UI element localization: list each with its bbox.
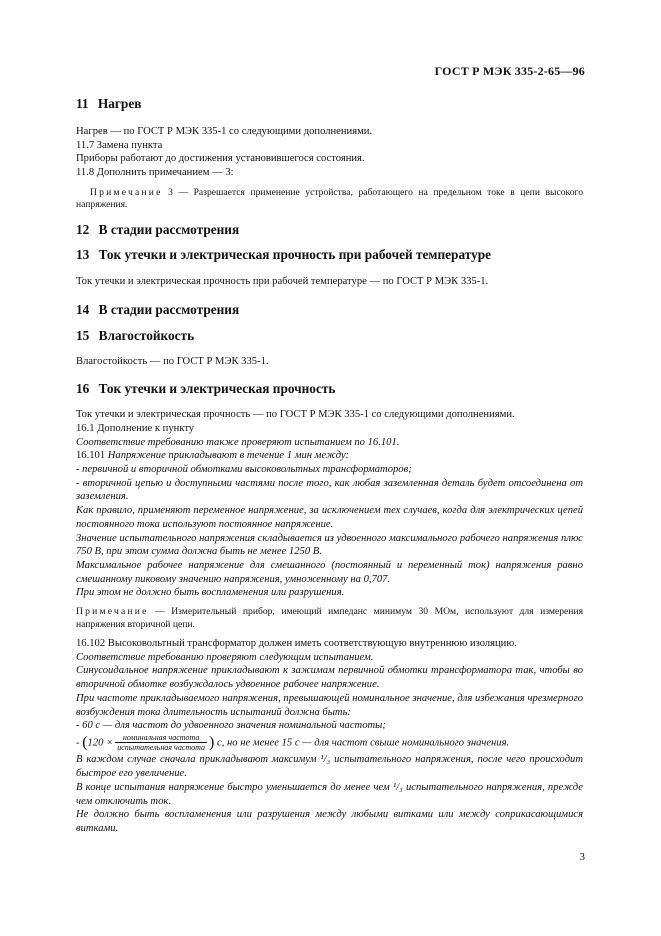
list-item: - 60 с — для частот до удвоенного значения номинальной частоты;: [76, 720, 386, 732]
note: [76, 187, 583, 212]
paragraph: 11.7 Замена пункта: [76, 139, 163, 151]
note-text: 3 — Разрешается применение устройства, работающего на предельном токе в цепи высокого напряжения.: [76, 186, 583, 211]
paragraph: Синусоидальное напряжение прикладывают к зажимам первичной обмотки трансформатора так, чтобы во вторичной обмотке возбуждалось удвоенное рабочее напряжение.: [76, 665, 583, 691]
paragraph: [76, 781, 583, 808]
paragraph: Нагрев — по ГОСТ Р МЭК 335-1 со следующими дополнениями.: [76, 126, 373, 137]
fraction-one-third: ¹/₃: [320, 754, 331, 766]
section-16-heading: [76, 381, 583, 397]
page-number: 3: [579, 851, 585, 863]
paragraph: 11.8 Дополнить примечанием — 3:: [76, 167, 234, 179]
page-content: [76, 96, 583, 836]
fraction-one-third: ¹/₃: [392, 781, 403, 793]
fraction-numerator: номинальная частота: [115, 733, 207, 743]
paragraph: Не должно быть воспламенения или разрушения между любыми витками или между соприкасающимися витками.: [76, 809, 583, 834]
list-item: - вторичной цепью и доступными частями после того, как любая заземленная деталь будет отсоединена от заземления.: [76, 477, 583, 503]
section-title: В стадии рассмотрения: [98, 221, 240, 237]
paragraph: Ток утечки и электрическая прочность при рабочей температуре — по ГОСТ Р МЭК 335-1.: [76, 275, 489, 287]
paragraph: Значение испытательного напряжения складывается из удвоенного максимального рабочего напряжения плюс 750 В, при этом сумма должна быть не менее 1250 В.: [76, 532, 583, 558]
section-title: Влагостойкость: [98, 327, 195, 343]
note: [76, 606, 583, 631]
section-11-heading: [76, 96, 583, 112]
paragraph: Как правило, применяют переменное напряжение, за исключением тех случаев, когда для электрических цепей постоянного тока используют постоянное напряжение.: [76, 505, 583, 530]
paragraph: При частоте прикладываемого напряжения, превышающей номинальное значение, для избежания чрезмерного возбуждения тока длительность испытаний должна быть:: [76, 692, 583, 718]
formula-text: с, но не менее 15 с — для частот свыше номинального значения.: [214, 737, 510, 749]
formula-close-paren: ): [209, 733, 215, 751]
paragraph: Ток утечки и электрическая прочность — по ГОСТ Р МЭК 335-1 со следующими дополнениями.: [76, 409, 515, 421]
paragraph-text: испытательного напряжения, прежде чем отключить ток.: [76, 781, 584, 807]
section-title: Ток утечки и электрическая прочность: [98, 381, 336, 397]
section-number: 15: [76, 327, 90, 343]
list-item: - первичной и вторичной обмотками высоковольтных трансформаторов;: [76, 464, 412, 476]
paragraph: Максимальное рабочее напряжение для смешанного (постоянный и переменный ток) напряжения равно смешанному пиковому значению напряжения, умноженному на 0,707.: [76, 559, 583, 585]
section-12-heading: [76, 222, 583, 238]
paragraph-text: В конце испытания напряжение быстро уменьшается до менее чем: [76, 781, 393, 793]
section-number: 13: [76, 246, 90, 262]
section-number: 16: [76, 381, 90, 397]
clause-text: Напряжение прикладывают в течение 1 мин между:: [107, 450, 350, 462]
note-label: Примечание: [90, 186, 163, 198]
fraction-denominator: испытательная частота: [117, 743, 206, 753]
paragraph: [76, 449, 583, 463]
paragraph: При этом не должно быть воспламенения или разрушения.: [76, 587, 345, 599]
section-title: Ток утечки и электрическая прочность при рабочей температуре: [98, 246, 492, 262]
paragraph-text: В каждом случае сначала прикладывают максимум: [76, 754, 321, 766]
section-title: В стадии рассмотрения: [98, 301, 240, 317]
paragraph: [76, 753, 583, 780]
standard-header: ГОСТ Р МЭК 335-2-65—96: [434, 64, 585, 78]
formula-line: [76, 733, 583, 753]
section-number: 11: [76, 96, 89, 111]
section-13-heading: [76, 247, 583, 263]
section-title: Нагрев: [97, 96, 142, 111]
paragraph: 16.1 Дополнение к пункту: [76, 422, 195, 434]
section-number: 12: [76, 221, 90, 237]
paragraph: Приборы работают до достижения установившегося состояния.: [76, 153, 365, 165]
section-number: 14: [76, 301, 90, 317]
note-text: — Измерительный прибор, имеющий импеданс минимум 30 МОм, используют для измерения напряжения вторичной цепи.: [76, 606, 583, 630]
formula-fraction: [115, 733, 207, 752]
note-label: Примечание: [76, 606, 149, 618]
paragraph: 16.102 Высоковольтный трансформатор должен иметь соответствующую внутреннюю изоляцию.: [76, 638, 517, 650]
formula-constant: 120 ×: [87, 737, 114, 749]
section-15-heading: [76, 328, 583, 344]
list-dash: -: [76, 737, 83, 749]
formula-open-paren: (: [82, 733, 88, 751]
paragraph-text: испытательного напряжения, после чего происходит быстрое его увеличение.: [76, 754, 584, 780]
clause-number: 16.101: [76, 450, 108, 462]
paragraph: Соответствие требованию также проверяют испытанием по 16.101.: [76, 436, 400, 448]
paragraph: Соответствие требованию проверяют следующим испытанием.: [76, 651, 374, 663]
section-14-heading: [76, 302, 583, 318]
paragraph: Влагостойкость — по ГОСТ Р МЭК 335-1.: [76, 355, 269, 367]
